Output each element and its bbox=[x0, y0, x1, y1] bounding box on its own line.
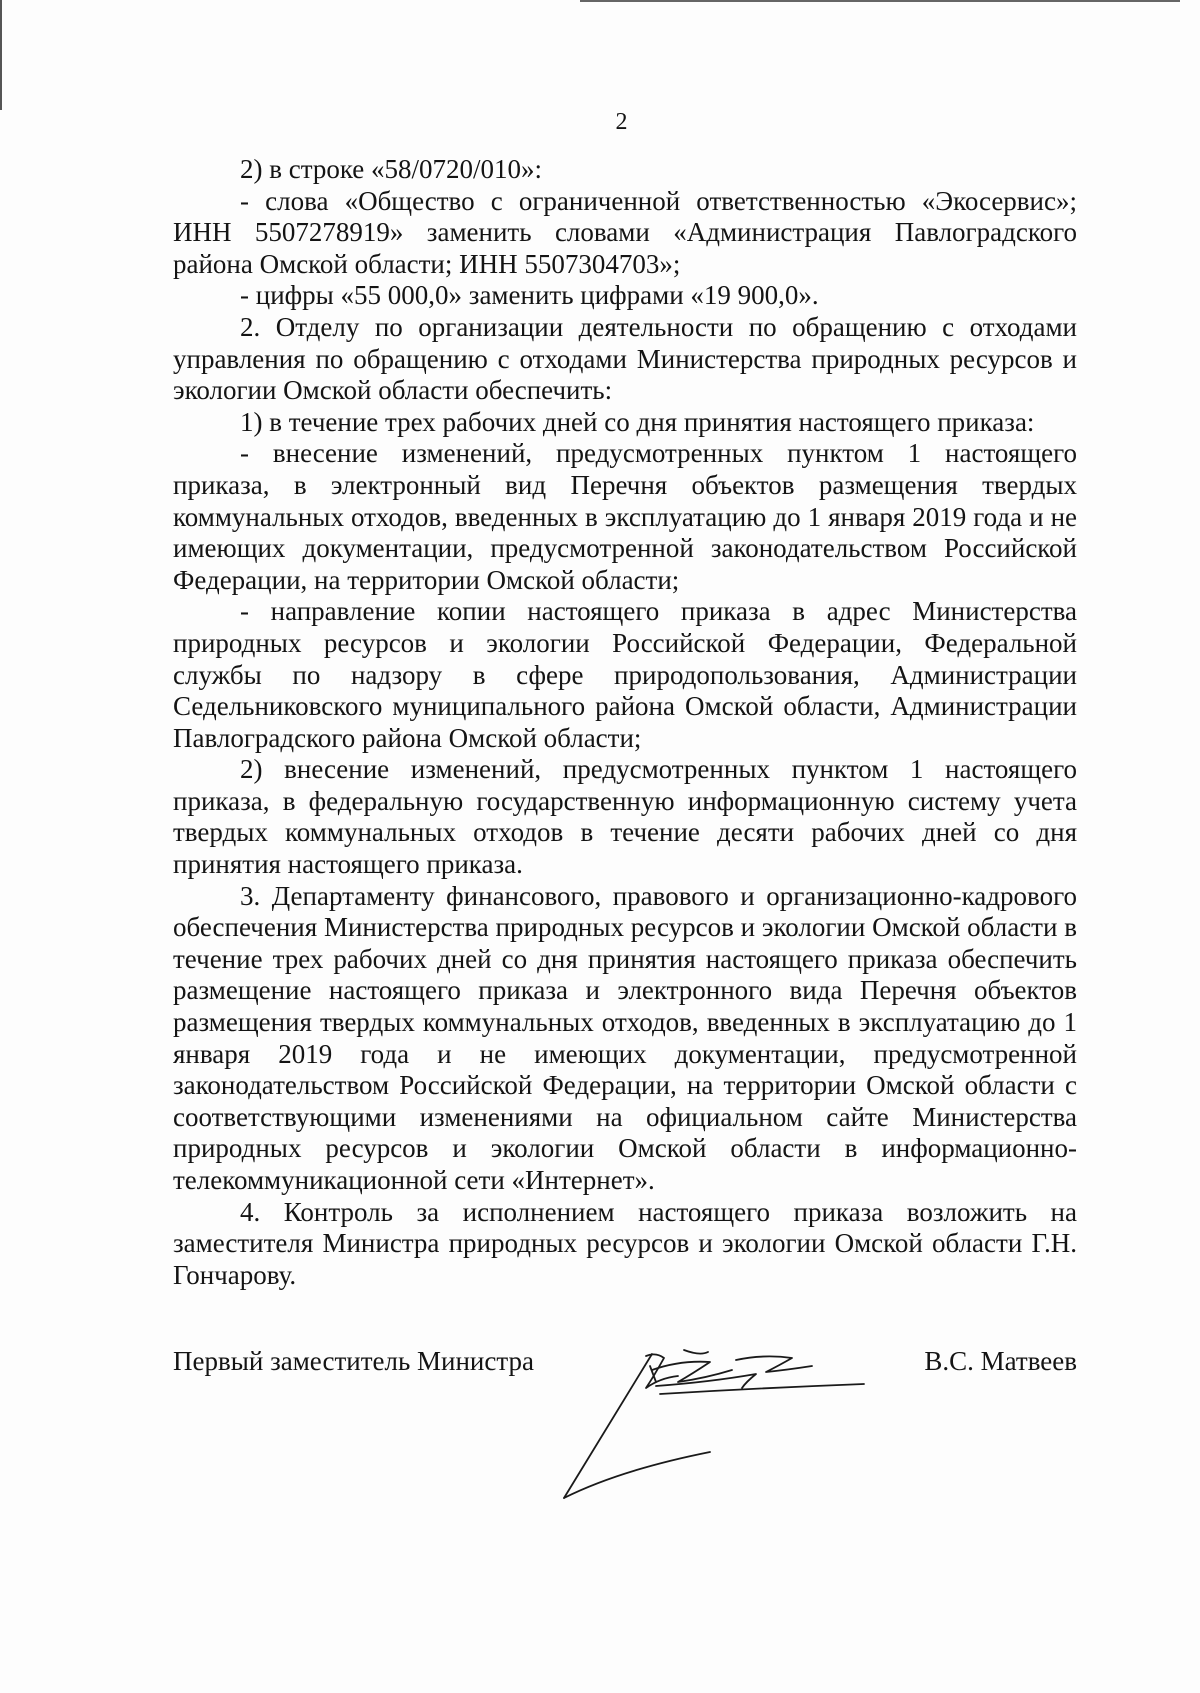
signature-underline bbox=[660, 1384, 864, 1394]
paragraph-changes-electronic-list: - внесение изменений, предусмотренных пунктом 1 настоящего приказа, в электронный вид Перечня объектов размещения твердых коммунальных отходов, введенных в эксплуатацию до 1 января 2019 года и не имеющих документации, предусмотренной законодательством Российской Федерации, на территории Омской области; bbox=[173, 438, 1077, 595]
page-number: 2 bbox=[615, 109, 628, 135]
paragraph-copy-distribution: - направление копии настоящего приказа в адрес Министерства природных ресурсов и экологии Российской Федерации, Федеральной службы по надзору в сфере природопользования, Администрации Седельниковского муниципального района Омской области, Администрации Павлоградского района Омской области; bbox=[173, 596, 1077, 753]
paragraph-section-2: 2. Отделу по организации деятельности по обращению с отходами управления по обращению с отходами Министерства природных ресурсов и экологии Омской области обеспечить: bbox=[173, 311, 1077, 406]
paragraph-section-2-item-2: 2) внесение изменений, предусмотренных пунктом 1 настоящего приказа, в федеральную государственную информационную систему учета твердых коммунальных отходов в течение десяти рабочих дней со дня принятия настоящего приказа. bbox=[173, 754, 1077, 880]
paragraph-section-3: 3. Департаменту финансового, правового и организационно-кадрового обеспечения Министерства природных ресурсов и экологии Омской области в течение трех рабочих дней со дня принятия настоящего приказа обеспечить размещение настоящего приказа и электронного вида Перечня объектов размещения твердых коммунальных отходов, введенных в эксплуатацию до 1 января 2019 года и не имеющих документации, предусмотренной законодательством Российской Федерации, на территории Омской области с соответствующими изменениями на официальном сайте Министерства природных ресурсов и экологии Омской области в информационно-телекоммуникационной сети «Интернет». bbox=[173, 880, 1077, 1195]
signature-tail bbox=[736, 1356, 812, 1372]
scan-edge-left bbox=[0, 0, 12, 110]
signature-top-dash bbox=[684, 1350, 708, 1354]
paragraph-section-4: 4. Контроль за исполнением настоящего приказа возложить на заместителя Министра природных ресурсов и экологии Омской области Г.Н. Гончарову. bbox=[173, 1196, 1077, 1290]
paragraph-numbers-replacement: - цифры «55 000,0» заменить цифрами «19 900,0». bbox=[240, 280, 819, 311]
signatory-title: Первый заместитель Министра bbox=[173, 1346, 534, 1376]
scan-edge-top bbox=[580, 0, 1180, 5]
document-body bbox=[173, 154, 1077, 1291]
paragraph-item-2: 2) в строке «58/0720/010»: bbox=[240, 154, 543, 184]
signature-long-stroke bbox=[564, 1354, 652, 1498]
handwritten-signature bbox=[560, 1330, 940, 1520]
paragraph-section-2-item-1: 1) в течение трех рабочих дней со дня принятия настоящего приказа: bbox=[240, 406, 1035, 437]
signature-loop-1 bbox=[646, 1354, 678, 1388]
paragraph-words-replacement: - слова «Общество с ограниченной ответственностью «Экосервис»; ИНН 5507278919» заменить словами «Администрация Павлоградского района Омской области; ИНН 5507304703»; bbox=[173, 185, 1077, 279]
signature-base-stroke bbox=[564, 1452, 710, 1498]
signatory-name: В.С. Матвеев bbox=[924, 1346, 1077, 1376]
